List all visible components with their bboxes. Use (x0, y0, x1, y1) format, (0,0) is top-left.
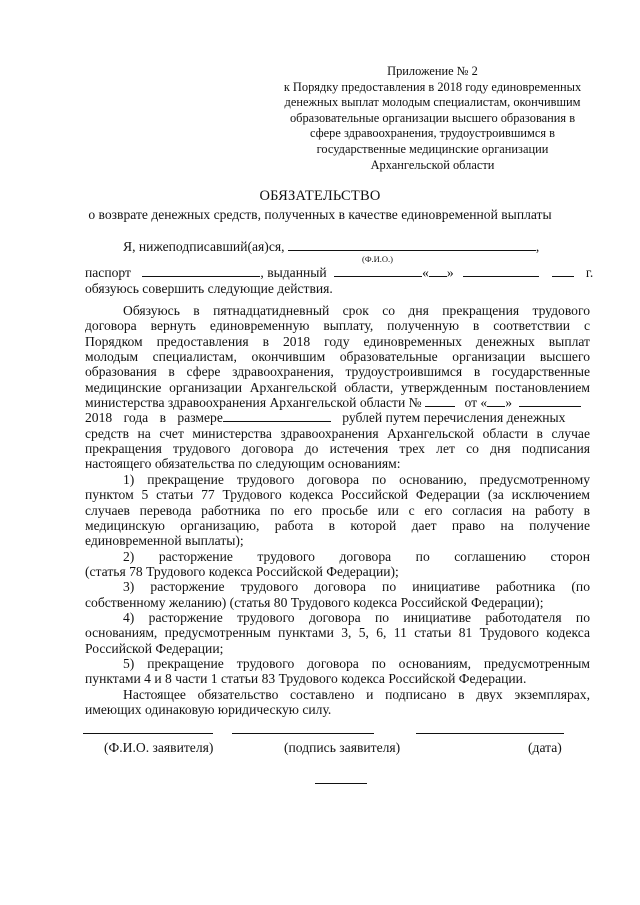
ministry-line (85, 395, 590, 410)
appendix-line: сфере здравоохранения, трудоустроившимся в (310, 126, 555, 141)
ground-item-line: собственному желанию) (статья 80 Трудового кодекса Российской Федерации); (85, 594, 544, 610)
paragraph-line: настоящего обязательства по следующим основаниям: (85, 456, 401, 472)
closing-line: Настоящее обязательство составлено и подписано в двух экземплярах, (123, 686, 590, 702)
quote-open: « (422, 265, 429, 281)
ground-item-line: основаниям, предусмотренным пунктами 3, 5, 6, 11 статьи 81 Трудового кодекса (85, 625, 590, 641)
fio-field[interactable] (288, 239, 536, 251)
date-signature-label: (дата) (528, 740, 562, 755)
ground-item-line: 2) расторжение трудового договора по соглашению сторон (123, 548, 590, 564)
ground-item-line: 5) прекращение трудового договора по основаниям, предусмотренным (123, 655, 590, 671)
appendix-line: Архангельской области (370, 157, 495, 172)
ground-item-line: пунктом 5 статьи 77 Трудового кодекса Российской Федерации (за исключением (85, 487, 590, 503)
paragraph-line: Порядком предоставления в 2018 году единовременных денежных выплат (85, 333, 590, 349)
undersigned-line (85, 239, 590, 254)
ground-item-line: медицинскую организацию, работа в которой дает право на получение (85, 517, 590, 533)
appendix-line: к Порядку предоставления в 2018 году единовременных (283, 79, 582, 94)
issued-by-field[interactable] (334, 265, 422, 277)
undersigned-suffix: , (535, 239, 540, 254)
appendix-line: денежных выплат молодым специалистам, окончившим (284, 95, 581, 110)
passport-label: паспорт (85, 265, 131, 281)
sign-signature-label: (подпись заявителя) (284, 740, 401, 755)
amount-suffix: рублей путем перечисления денежных (342, 410, 566, 426)
ground-item-line: случаев перевода работника по его просьбе или с его согласия на работу в (85, 502, 590, 518)
commit-line: обязуюсь совершить следующие действия. (85, 280, 333, 296)
paragraph-line: образования в сфере здравоохранения, трудоустроившимся в государственные (85, 364, 590, 380)
paragraph-line: средств на счет министерства здравоохранения Архангельской области в случае (85, 425, 590, 441)
undersigned-prefix: Я, нижеподписавший(ая)ся, (123, 239, 285, 254)
ground-item-line: пунктами 4 и 8 части 1 статьи 83 Трудового кодекса Российской Федерации. (85, 671, 527, 687)
signature-line[interactable] (232, 733, 374, 734)
amount-line (85, 410, 590, 425)
ground-item-line: (статья 78 Трудового кодекса Российской Федерации); (85, 563, 399, 579)
issue-month-field[interactable] (463, 265, 539, 277)
issue-year-field[interactable] (552, 265, 574, 277)
issue-day-field[interactable] (429, 265, 447, 277)
ground-item-line: Российской Федерации; (85, 640, 224, 656)
paragraph-line: молодым специалистам, окончившим образовательные организации высшего (85, 349, 590, 365)
fio-caption: (Ф.И.О.) (361, 254, 394, 265)
paragraph-line: договора вернуть единовременную выплату, полученную в соответствии с (85, 318, 590, 334)
paragraph-line: Обязуюсь в пятнадцатидневный срок со дня прекращения трудового (123, 303, 590, 319)
resolution-day-field[interactable] (487, 395, 505, 407)
quote-close: » (505, 395, 513, 411)
ground-item-line: 3) расторжение трудового договора по инициативе работника (по (123, 579, 590, 595)
paragraph-line: прекращения трудового договора до истечения трех лет со дня подписания (85, 441, 590, 457)
signature-block (0, 733, 640, 773)
amount-field[interactable] (223, 410, 331, 422)
ground-item-line: единовременной выплаты); (85, 533, 244, 549)
appendix-header (280, 64, 585, 173)
issued-label: , выданный (260, 265, 327, 281)
fio-signature-label: (Ф.И.О. заявителя) (104, 740, 214, 755)
amount-prefix: 2018 года в размере (85, 410, 223, 426)
appendix-line: образовательные организации высшего образования в (289, 110, 576, 125)
appendix-line: Приложение № 2 (387, 64, 478, 78)
passport-line (85, 265, 594, 281)
resolution-month-field[interactable] (519, 395, 581, 407)
paragraph-line: медицинские организации Архангельской области, утвержденным постановлением (85, 379, 590, 395)
appendix-line: государственные медицинские организации (316, 141, 549, 156)
passport-field[interactable] (142, 265, 260, 277)
document-body (85, 239, 594, 717)
ground-item-line: 4) расторжение трудового договора по инициативе работодателя по (123, 609, 590, 625)
quote-close: » (446, 265, 454, 281)
document-subtitle: о возврате денежных средств, полученных в качестве единовременной выплаты (88, 207, 552, 222)
end-divider (315, 783, 367, 784)
fio-signature-line[interactable] (83, 733, 213, 734)
date-signature-line[interactable] (416, 733, 564, 734)
document-title: ОБЯЗАТЕЛЬСТВО (259, 188, 381, 204)
resolution-number-field[interactable] (425, 395, 455, 407)
ministry-text: министерства здравоохранения Архангельской области № (85, 395, 422, 411)
closing-line: имеющих одинаковую юридическую силу. (85, 701, 332, 717)
year-suffix: г. (585, 265, 594, 281)
ground-item-line: 1) прекращение трудового договора по основанию, предусмотренному (123, 471, 590, 487)
from-label: от « (464, 395, 488, 411)
